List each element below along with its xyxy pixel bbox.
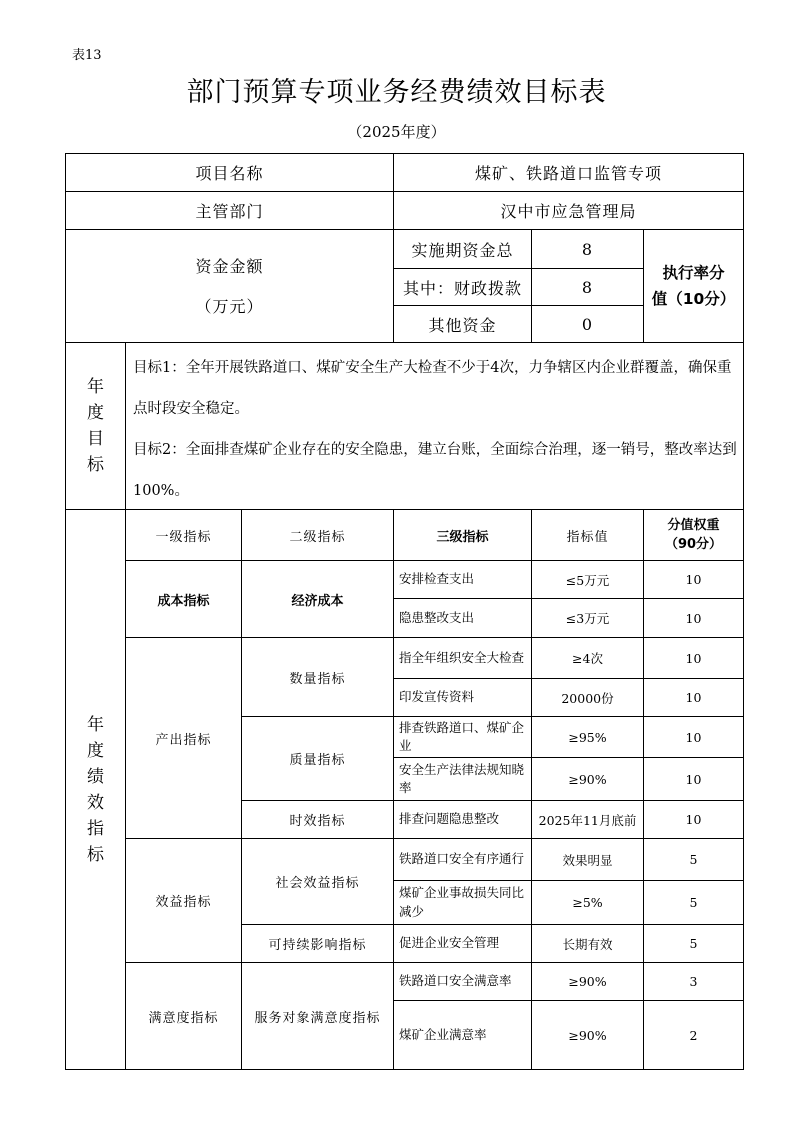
weight-cell: 3 xyxy=(689,974,698,989)
level1-benefit: 效益指标 xyxy=(155,895,212,910)
header-char: 效 xyxy=(87,792,104,813)
level3-cell: 印发宣传资料 xyxy=(399,689,475,705)
weight-cell: 10 xyxy=(685,812,702,827)
header-char: 目 xyxy=(87,429,104,449)
level3-cell: 隐患整改支出 xyxy=(399,609,475,625)
fund-amount-label: 资金金额 xyxy=(195,256,264,276)
fund-other-label: 其他资金 xyxy=(428,315,497,335)
weight-header-line2: （90分） xyxy=(664,537,723,552)
weight-cell: 10 xyxy=(685,729,702,745)
weight-cell: 10 xyxy=(685,690,702,705)
weight-cell: 10 xyxy=(685,572,702,587)
performance-indicators-header xyxy=(66,510,125,1069)
department-value: 汉中市应急管理局 xyxy=(500,202,637,221)
header-char: 度 xyxy=(87,403,104,423)
value-cell: ≥90% xyxy=(568,1027,607,1043)
header-char: 标 xyxy=(87,844,104,865)
weight-cell: 5 xyxy=(689,852,698,867)
header-char: 度 xyxy=(87,740,104,761)
execution-rate-line2: 值（10分） xyxy=(651,290,736,308)
level3-cell: 铁路道口安全有序通行 xyxy=(399,851,525,867)
weight-cell: 10 xyxy=(685,610,702,626)
annual-goals-content xyxy=(133,348,741,512)
value-cell: ≥90% xyxy=(568,771,607,787)
level2-service: 服务对象满意度指标 xyxy=(254,1010,381,1026)
weight-cell: 5 xyxy=(689,895,698,910)
col-header-level3: 三级指标 xyxy=(436,529,489,545)
weight-cell: 2 xyxy=(689,1027,698,1043)
goal-2: 目标2：全面排查煤矿企业存在的安全隐患，建立台账，全面综合治理，逐一销号，整改率达到100%。 xyxy=(133,442,737,499)
fund-unit-label: （万元） xyxy=(195,296,264,316)
level2-quantity: 数量指标 xyxy=(289,671,346,687)
weight-header-line1: 分值权重 xyxy=(667,518,720,533)
value-cell: ≥95% xyxy=(568,729,607,745)
level3-cell: 排查问题隐患整改 xyxy=(399,811,500,827)
fund-fiscal-label: 其中：财政拨款 xyxy=(402,278,522,298)
level2-social: 社会效益指标 xyxy=(275,876,360,891)
weight-cell: 10 xyxy=(685,650,702,666)
level2-economic-cost: 经济成本 xyxy=(291,593,344,609)
col-header-weight xyxy=(644,510,743,560)
level2-sustainable: 可持续影响指标 xyxy=(268,938,367,953)
value-cell: 长期有效 xyxy=(562,936,613,952)
fund-total-value: 8 xyxy=(581,239,594,259)
level3-cell: 安排检查支出 xyxy=(399,571,475,587)
value-cell: 2025年11月底前 xyxy=(538,812,637,828)
weight-cell: 5 xyxy=(689,936,698,951)
col-header-value: 指标值 xyxy=(566,529,609,545)
level2-quality: 质量指标 xyxy=(289,753,346,768)
weight-cell: 10 xyxy=(685,771,702,787)
level1-satisfaction: 满意度指标 xyxy=(148,1010,219,1026)
value-cell: ≥5% xyxy=(572,895,603,910)
execution-rate-score xyxy=(644,230,743,342)
fund-fiscal-value: 8 xyxy=(581,277,594,297)
header-char: 年 xyxy=(87,714,104,735)
level3-cell: 促进企业安全管理 xyxy=(399,935,500,951)
level2-timeliness: 时效指标 xyxy=(289,814,346,829)
fund-total-label: 实施期资金总 xyxy=(411,240,514,260)
header-char: 年 xyxy=(87,377,104,397)
level1-cost: 成本指标 xyxy=(157,593,210,609)
col-header-level1: 一级指标 xyxy=(155,529,212,545)
execution-rate-line1: 执行率分 xyxy=(662,264,725,282)
value-cell: ≥90% xyxy=(568,974,607,989)
value-cell: 效果明显 xyxy=(562,852,613,868)
header-char: 指 xyxy=(87,818,104,839)
fund-other-value: 0 xyxy=(581,314,594,334)
department-label: 主管部门 xyxy=(195,202,264,221)
level3-cell: 安全生产法律法规知晓率 xyxy=(399,761,525,795)
level3-cell: 煤矿企业事故损失同比减少 xyxy=(399,885,525,919)
header-char: 绩 xyxy=(87,766,104,787)
level3-cell: 铁路道口安全满意率 xyxy=(399,973,512,989)
page-subtitle: （2025年度） xyxy=(347,123,446,141)
table-number: 表13 xyxy=(72,48,102,63)
value-cell: ≥4次 xyxy=(572,651,603,666)
level3-cell: 指全年组织安全大检查 xyxy=(399,649,525,665)
level3-cell: 煤矿企业满意率 xyxy=(399,1026,487,1042)
value-cell: 20000份 xyxy=(561,690,614,706)
goal-1: 目标1：全年开展铁路道口、煤矿安全生产大检查不少于4次，力争辖区内企业群覆盖，确保重点时段安全稳定。 xyxy=(133,360,732,417)
col-header-level2: 二级指标 xyxy=(289,529,346,545)
project-name-value: 煤矿、铁路道口监管专项 xyxy=(474,164,662,183)
annual-goals-header xyxy=(66,343,125,509)
level1-output: 产出指标 xyxy=(155,732,212,748)
page-title: 部门预算专项业务经费绩效目标表 xyxy=(186,77,607,108)
header-char: 标 xyxy=(87,455,104,475)
value-cell: ≤5万元 xyxy=(565,572,610,588)
project-name-label: 项目名称 xyxy=(195,164,264,183)
value-cell: ≤3万元 xyxy=(565,611,610,626)
level3-cell: 排查铁路道口、煤矿企业 xyxy=(399,719,525,753)
